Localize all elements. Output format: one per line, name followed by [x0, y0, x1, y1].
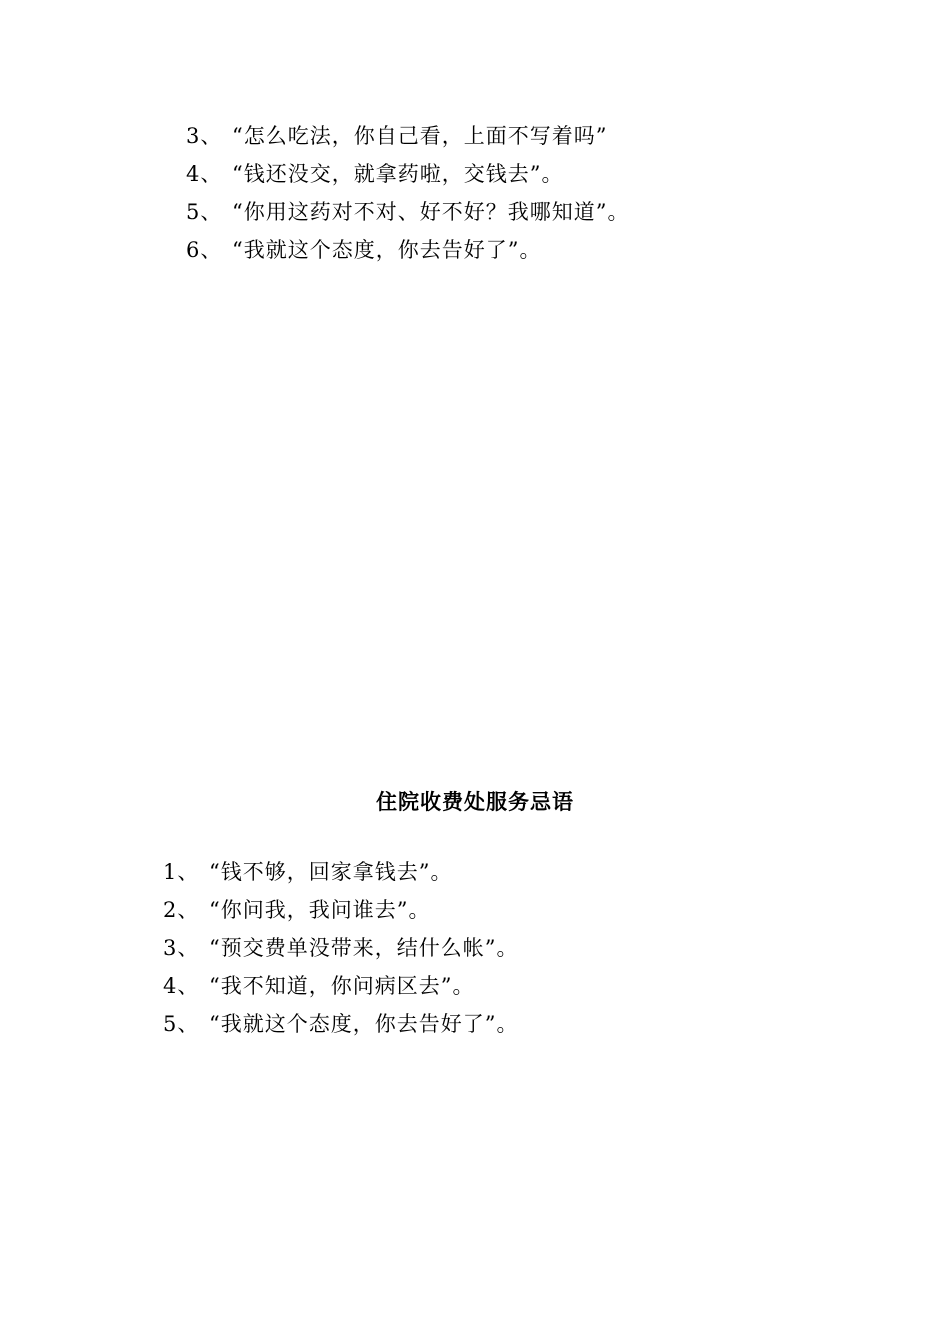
- list-item: [163, 894, 518, 932]
- section-title: 住院收费处服务忌语: [376, 789, 574, 814]
- item-number: 4、: [186, 162, 223, 186]
- item-text: “我不知道，你问病区去”。: [209, 974, 475, 998]
- item-text: “你用这药对不对、好不好？我哪知道”。: [232, 200, 630, 224]
- item-text: “怎么吃法，你自己看，上面不写着吗”: [232, 124, 608, 148]
- list-item: [163, 932, 518, 970]
- item-number: 5、: [163, 1012, 200, 1036]
- list-item: [163, 856, 518, 894]
- list-item: [186, 158, 629, 196]
- item-text: “你问我，我问谁去”。: [209, 898, 431, 922]
- item-text: “钱不够，回家拿钱去”。: [209, 860, 453, 884]
- item-text: “预交费单没带来，结什么帐”。: [209, 936, 519, 960]
- list-item: [186, 234, 629, 272]
- item-number: 2、: [163, 898, 200, 922]
- list-item: [163, 1008, 518, 1046]
- item-number: 1、: [163, 860, 200, 884]
- top-taboo-list: [186, 120, 629, 272]
- item-text: “我就这个态度，你去告好了”。: [209, 1012, 519, 1036]
- item-number: 3、: [186, 124, 223, 148]
- list-item: [163, 970, 518, 1008]
- item-number: 3、: [163, 936, 200, 960]
- item-number: 6、: [186, 238, 223, 262]
- item-text: “我就这个态度，你去告好了”。: [232, 238, 542, 262]
- inpatient-billing-taboo-list: [163, 856, 518, 1046]
- item-number: 5、: [186, 200, 223, 224]
- item-number: 4、: [163, 974, 200, 998]
- list-item: [186, 120, 629, 158]
- item-text: “钱还没交，就拿药啦，交钱去”。: [232, 162, 564, 186]
- list-item: [186, 196, 629, 234]
